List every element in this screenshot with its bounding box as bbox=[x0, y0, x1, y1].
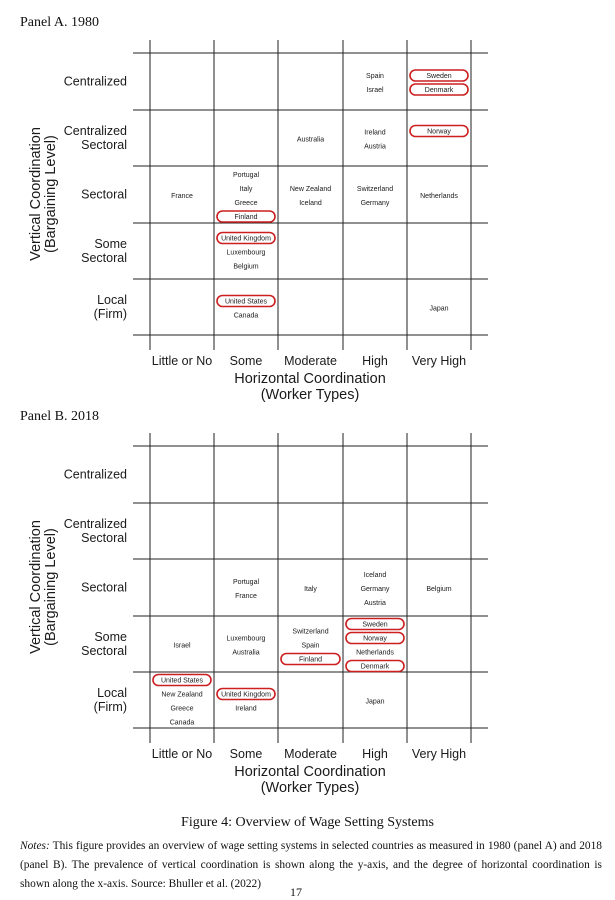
country-label: Greece bbox=[234, 200, 258, 208]
country-label: United States bbox=[224, 298, 268, 306]
y-axis-label-line: Vertical Coordination bbox=[28, 127, 44, 261]
country-label: Sweden bbox=[362, 621, 388, 629]
country-label: Netherlands bbox=[356, 649, 394, 657]
country-label: France bbox=[235, 593, 257, 601]
country-label: Norway bbox=[363, 635, 387, 643]
country-label: Japan bbox=[429, 305, 449, 313]
row-label-line: (Firm) bbox=[93, 700, 127, 714]
country-label: Norway bbox=[427, 128, 451, 136]
country-label: New Zealand bbox=[289, 186, 332, 194]
column-label: High bbox=[362, 747, 388, 761]
country-label: Austria bbox=[364, 600, 386, 608]
notes-text: This figure provides an overview of wage setting systems in selected countries as measured in 1980 (panel A) and 2018 (panel B). The prevalence of vertical coordination is shown along the y-axis, and the degree of horizontal coordination is shown along the x-axis. Source: Bhuller et al. (2022) bbox=[20, 840, 602, 890]
panel-b-title: Panel B. 2018 bbox=[20, 409, 99, 424]
country-label: Israel bbox=[366, 87, 384, 95]
y-axis-label-line: (Bargaining Level) bbox=[43, 528, 59, 646]
column-label: Moderate bbox=[284, 747, 337, 761]
page-number: 17 bbox=[290, 885, 302, 899]
country-label: Luxembourg bbox=[226, 249, 266, 257]
x-axis-label bbox=[234, 764, 386, 796]
row-label-line: Sectoral bbox=[81, 580, 127, 595]
column-label: Some bbox=[229, 354, 263, 368]
row-label bbox=[64, 517, 127, 545]
country-label: Netherlands bbox=[420, 193, 458, 201]
country-label: Australia bbox=[232, 649, 260, 657]
country-label: Sweden bbox=[426, 73, 452, 81]
figure-notes bbox=[20, 837, 602, 894]
y-axis-label bbox=[28, 127, 59, 261]
row-label bbox=[81, 237, 127, 265]
row-label-line: Sectoral bbox=[81, 187, 127, 202]
row-label bbox=[64, 468, 127, 482]
row-label-line: Sectoral bbox=[81, 138, 127, 152]
country-label: Iceland bbox=[363, 572, 387, 580]
x-axis-label-line: (Worker Types) bbox=[260, 387, 360, 403]
y-axis-label-line: (Bargaining Level) bbox=[43, 135, 59, 253]
row-label bbox=[81, 630, 127, 658]
panel-b-grid-chart bbox=[0, 421, 615, 811]
row-label bbox=[64, 124, 127, 152]
row-label-line: (Firm) bbox=[93, 307, 127, 321]
row-label bbox=[81, 581, 127, 595]
row-label-line: Sectoral bbox=[81, 644, 127, 658]
country-label: United Kingdom bbox=[221, 235, 271, 243]
row-label-line: Centralized bbox=[63, 74, 127, 89]
row-label bbox=[94, 293, 127, 321]
country-label: Italy bbox=[239, 186, 253, 194]
panel-a-title: Panel A. 1980 bbox=[20, 15, 99, 30]
country-label: Ireland bbox=[235, 705, 257, 713]
country-label: Portugal bbox=[232, 172, 260, 180]
country-label: Greece bbox=[170, 705, 194, 713]
country-label: Canada bbox=[233, 312, 259, 320]
row-label-line: Some bbox=[94, 630, 127, 644]
panel-a-grid-chart bbox=[0, 28, 615, 418]
column-label: Very High bbox=[411, 747, 467, 761]
x-axis-label-line: Horizontal Coordination bbox=[234, 764, 386, 780]
x-axis-label-line: (Worker Types) bbox=[260, 780, 360, 796]
country-label: Austria bbox=[364, 143, 386, 151]
figure-caption: Figure 4: Overview of Wage Setting Systems bbox=[181, 815, 434, 830]
row-label-line: Sectoral bbox=[81, 251, 127, 265]
country-label: Belgium bbox=[233, 263, 259, 271]
country-label: Luxembourg bbox=[226, 635, 266, 643]
country-label: Ireland bbox=[364, 129, 386, 137]
row-label-line: Local bbox=[97, 293, 127, 307]
x-axis-label-line: Horizontal Coordination bbox=[234, 371, 386, 387]
country-label: Belgium bbox=[426, 586, 452, 594]
country-label: Switzerland bbox=[292, 628, 329, 636]
y-axis-label bbox=[28, 520, 59, 654]
row-label-line: Local bbox=[97, 686, 127, 700]
country-label: Israel bbox=[173, 642, 191, 650]
column-label: Some bbox=[229, 747, 263, 761]
column-label: Very High bbox=[411, 354, 467, 368]
column-label: Moderate bbox=[284, 354, 337, 368]
row-label-line: Centralized bbox=[63, 124, 127, 138]
country-label: Japan bbox=[365, 698, 385, 706]
country-label: Denmark bbox=[424, 87, 454, 95]
column-label: High bbox=[362, 354, 388, 368]
y-axis-label-line: Vertical Coordination bbox=[28, 520, 44, 654]
country-label: France bbox=[171, 193, 193, 201]
country-label: Finland bbox=[234, 214, 258, 222]
country-label: Germany bbox=[360, 200, 390, 208]
row-label-line: Centralized bbox=[63, 467, 127, 482]
column-label: Little or No bbox=[151, 747, 213, 761]
country-label: Canada bbox=[169, 719, 195, 727]
country-label: Portugal bbox=[232, 579, 260, 587]
x-axis-label bbox=[234, 371, 386, 403]
country-label: Spain bbox=[366, 73, 384, 81]
country-label: Germany bbox=[360, 586, 390, 594]
country-label: Spain bbox=[301, 642, 320, 650]
row-label bbox=[94, 686, 127, 714]
row-label bbox=[64, 75, 127, 89]
country-label: New Zealand bbox=[161, 691, 203, 699]
notes-label: Notes: bbox=[20, 840, 50, 852]
country-label: Denmark bbox=[360, 663, 390, 671]
country-label: United Kingdom bbox=[221, 691, 271, 699]
row-label-line: Centralized bbox=[63, 517, 127, 531]
country-label: Iceland bbox=[299, 200, 322, 208]
row-label bbox=[81, 188, 127, 202]
country-label: Italy bbox=[304, 586, 317, 594]
row-label-line: Some bbox=[94, 237, 127, 251]
country-label: Australia bbox=[296, 136, 325, 144]
column-label: Little or No bbox=[151, 354, 213, 368]
country-label: United States bbox=[160, 677, 204, 685]
row-label-line: Sectoral bbox=[81, 531, 127, 545]
country-label: Finland bbox=[299, 656, 322, 664]
country-label: Switzerland bbox=[356, 186, 394, 194]
